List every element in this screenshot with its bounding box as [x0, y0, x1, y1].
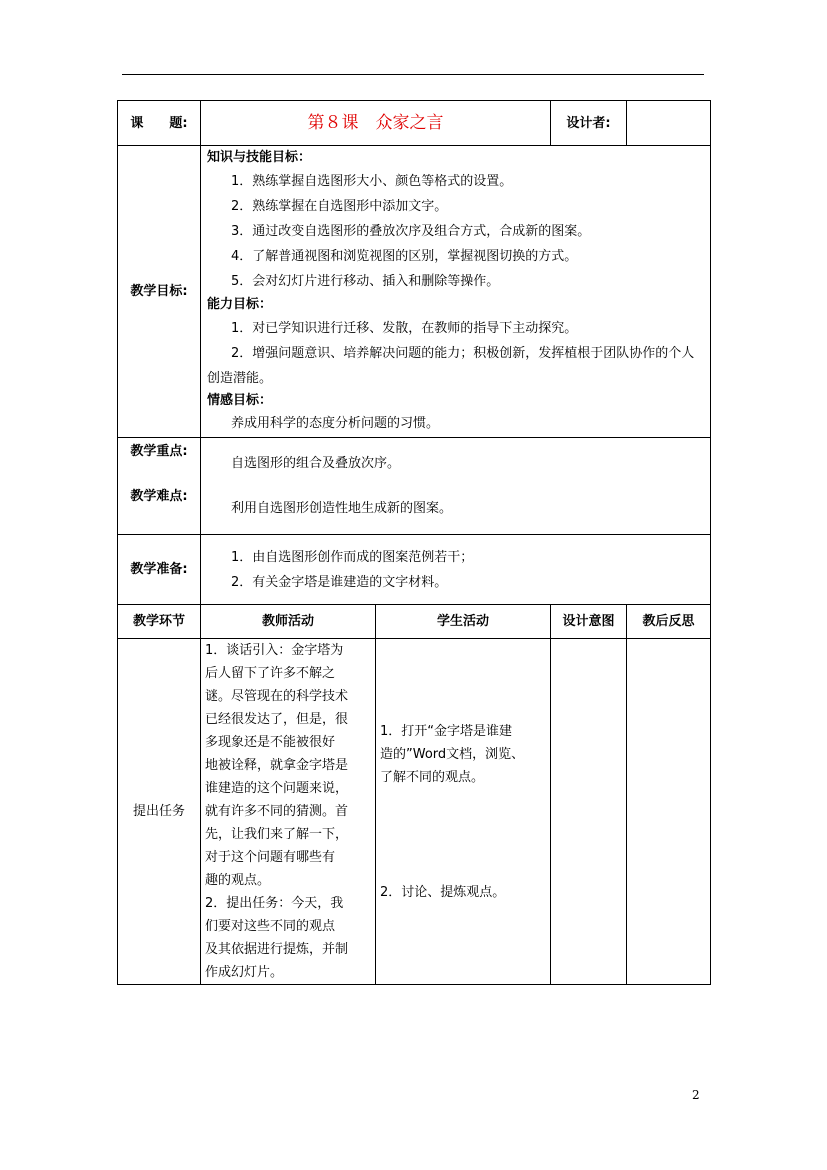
preparation-content — [201, 535, 711, 605]
header-reflection: 教后反思 — [627, 605, 711, 639]
student-activity — [376, 639, 551, 985]
teacher-line: 已经很发达了，但是，很 — [205, 712, 349, 727]
designer-label: 设计者: — [551, 101, 627, 146]
preparation-item: 1．由自选图形创作而成的图案范例若干； — [231, 549, 474, 565]
teacher-line: 们要对这些不同的观点 — [205, 919, 336, 934]
key-difficult-labels — [118, 438, 201, 535]
ability-heading: 能力目标： — [207, 297, 273, 312]
intent-cell — [551, 639, 627, 985]
objectives-content — [201, 146, 711, 438]
difficult-points-text: 利用自选图形创造性地生成新的图案。 — [231, 500, 453, 516]
preparation-label: 教学准备: — [118, 535, 201, 605]
page-number: 2 — [692, 1088, 700, 1102]
knowledge-item: 5．会对幻灯片进行移动、插入和删除等操作。 — [231, 274, 500, 289]
knowledge-item: 2．熟练掌握在自选图形中添加文字。 — [231, 199, 448, 214]
knowledge-heading: 知识与技能目标： — [207, 150, 312, 165]
teacher-line: 趣的观点。 — [205, 873, 271, 888]
ability-item: 1．对已学知识进行迁移、发散，在教师的指导下主动探究。 — [231, 321, 578, 336]
key-points-label: 教学重点: — [130, 444, 188, 459]
key-points-row — [118, 438, 711, 535]
key-points-text: 自选图形的组合及叠放次序。 — [231, 455, 401, 471]
teacher-line: 先，让我们来了解一下， — [205, 827, 349, 842]
header-student: 学生活动 — [376, 605, 551, 639]
teacher-line: 及其依据进行提炼，并制 — [205, 942, 349, 957]
ability-item: 2．增强问题意识、培养解决问题的能力；积极创新，发挥植根于团队协作的个人创造潜能。 — [207, 346, 695, 386]
objectives-row — [118, 146, 711, 438]
teacher-line: 谜。尽管现在的科学技术 — [205, 689, 349, 704]
topic-label: 课 题: — [118, 101, 201, 146]
objectives-label: 教学目标: — [118, 146, 201, 438]
student-line: 造的”Word文档，浏览、 — [380, 746, 525, 762]
emotion-heading: 情感目标： — [207, 393, 273, 408]
student-line: 了解不同的观点。 — [380, 769, 485, 785]
teacher-line: 作成幻灯片。 — [205, 965, 284, 980]
lesson-plan-table — [117, 100, 711, 985]
student-line: 2．讨论、提炼观点。 — [380, 884, 506, 900]
header-rule — [122, 74, 704, 75]
knowledge-item: 3．通过改变自选图形的叠放次序及组合方式，合成新的图案。 — [231, 224, 591, 239]
key-difficult-content — [201, 438, 711, 535]
teacher-line: 地被诠释，就拿金字塔是 — [205, 758, 349, 773]
header-stage: 教学环节 — [118, 605, 201, 639]
teacher-line: 2．提出任务：今天，我 — [205, 896, 344, 911]
reflection-cell — [627, 639, 711, 985]
title-row — [118, 101, 711, 146]
teacher-line: 就有许多不同的猜测。首 — [205, 804, 349, 819]
student-line: 1．打开“金字塔是谁建 — [380, 723, 513, 739]
header-teacher: 教师活动 — [201, 605, 376, 639]
teacher-line: 后人留下了许多不解之 — [205, 666, 336, 681]
preparation-item: 2．有关金字塔是谁建造的文字材料。 — [231, 574, 448, 590]
difficult-points-label: 教学难点: — [130, 489, 188, 504]
designer-value — [627, 101, 711, 146]
teacher-line: 多现象还是不能被很好 — [205, 735, 336, 750]
knowledge-item: 4．了解普通视图和浏览视图的区别，掌握视图切换的方式。 — [231, 249, 578, 264]
emotion-item: 养成用科学的态度分析问题的习惯。 — [231, 416, 440, 431]
knowledge-item: 1．熟练掌握自选图形大小、颜色等格式的设置。 — [231, 174, 513, 189]
teacher-line: 1．谈话引入：金字塔为 — [205, 643, 344, 658]
teacher-line: 谁建造的这个问题来说， — [205, 781, 349, 796]
preparation-row — [118, 535, 711, 605]
lesson-title: 第８课 众家之言 — [201, 101, 551, 146]
table-row — [118, 639, 711, 985]
header-intent: 设计意图 — [551, 605, 627, 639]
stage-cell: 提出任务 — [118, 639, 201, 985]
teacher-activity — [201, 639, 376, 985]
process-header-row — [118, 605, 711, 639]
teacher-line: 对于这个问题有哪些有 — [205, 850, 336, 865]
